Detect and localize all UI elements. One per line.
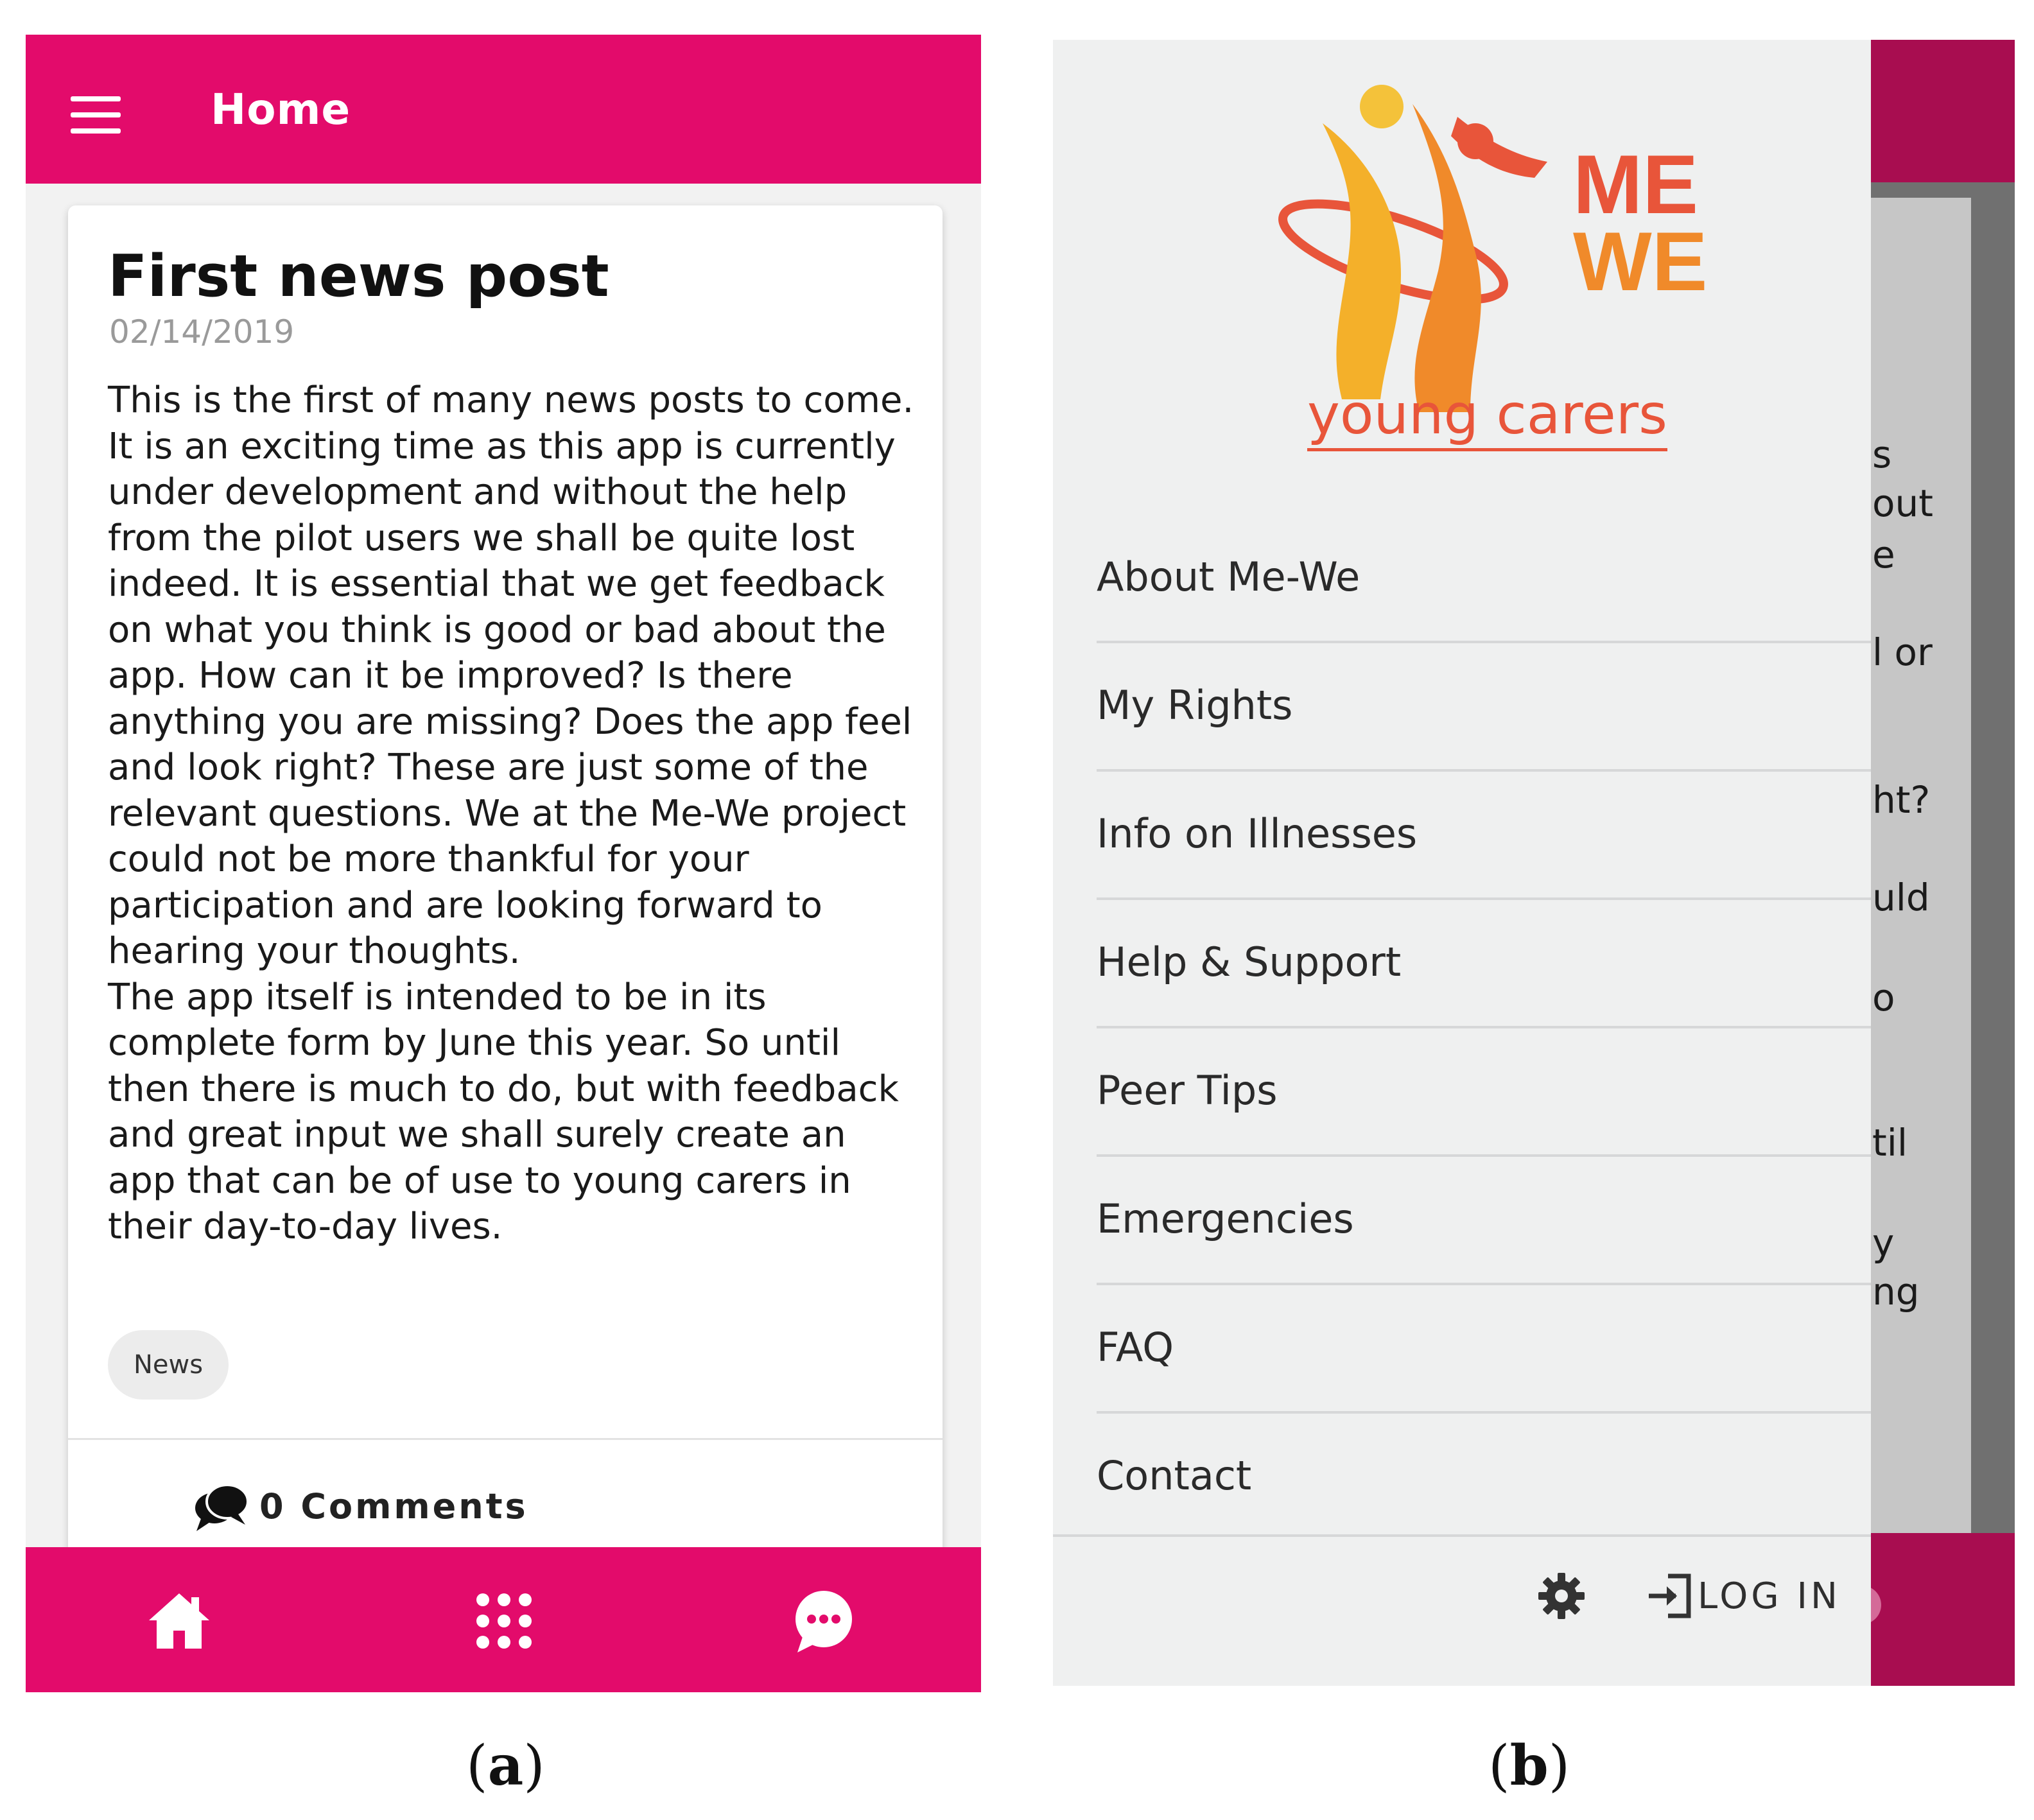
drawer-item-label: FAQ [1097,1324,1174,1371]
login-arrow-icon [1646,1572,1694,1620]
drawer-item-contact[interactable] [1097,1414,1871,1534]
background-text-fragment: til [1872,1121,1908,1165]
post-body-paragraph: This is the first of many news posts to come. It is an exciting time as this app is currently under development and without the help from the pilot users we shall be quite lost indeed. It is essential that we get feedback on what you think is good or bad about the app. How can it be improved? Is there anything you are missing? Does the app feel and look right? These are just some of the relevant questions. We at the Me-We project could not be more thankful for your participation and are looking forward to hearing your thoughts. [108,379,914,972]
background-text-fragment: ht? [1872,778,1931,822]
drawer-item-about[interactable] [1097,515,1871,643]
divider [1053,1534,1871,1537]
login-label: LOG IN [1698,1575,1841,1617]
caption-a: (a) [466,1733,545,1798]
bottom-navigation [26,1547,981,1692]
drawer-item-info-on-illnesses[interactable] [1097,772,1871,900]
navigation-drawer-screen [1053,40,2015,1686]
drawer-item-faq[interactable] [1097,1285,1871,1414]
background-text-fragment: y [1872,1221,1895,1265]
post-body [108,377,923,1250]
drawer-item-emergencies[interactable] [1097,1157,1871,1285]
post-date: 02/14/2019 [109,313,295,351]
caption-b: (b) [1488,1733,1570,1798]
app-bar [26,35,981,184]
divider [68,1438,943,1440]
page-title: Home [211,85,351,134]
background-text-fragment: out [1872,481,1933,525]
drawer-item-label: Help & Support [1097,939,1402,985]
background-text-fragment: uld [1872,876,1930,919]
drawer-item-label: Peer Tips [1097,1067,1278,1114]
logo-tagline: young carers [1307,383,1667,451]
tag-chip-news[interactable]: News [108,1330,229,1400]
background-text-fragment: ng [1872,1270,1920,1313]
comments-button[interactable] [190,1474,528,1538]
home-icon[interactable] [144,1586,214,1656]
drawer-item-label: My Rights [1097,682,1293,729]
drawer-item-label: Emergencies [1097,1195,1354,1242]
logo-text-me: ME [1573,137,1698,231]
drawer-item-label: Info on Illnesses [1097,810,1418,857]
home-screen [26,35,981,1692]
gear-icon[interactable] [1536,1570,1587,1622]
comments-count-label: 0 Comments [259,1486,528,1527]
login-button[interactable] [1646,1569,1841,1623]
post-body-paragraph: The app itself is intended to be in its complete form by June this year. So until then there is much to do, but with feedback and great input we shall surely create an app that can be of use to young carers in their day-to-day lives. [108,976,899,1247]
apps-grid-icon[interactable] [469,1586,539,1656]
speech-bubbles-icon [190,1477,252,1535]
logo-text-we: WE [1573,214,1708,308]
chat-icon[interactable] [788,1586,859,1656]
drawer-item-label: Contact [1097,1452,1252,1499]
background-text-fragment: l or [1872,630,1933,674]
drawer-item-my-rights[interactable] [1097,643,1871,772]
drawer-item-help-support[interactable] [1097,900,1871,1028]
background-text-fragment: o [1872,976,1895,1019]
background-text-fragment: s [1872,433,1892,476]
hamburger-menu-icon[interactable] [71,96,121,134]
drawer-item-peer-tips[interactable] [1097,1028,1871,1157]
news-post-card[interactable] [68,205,943,1566]
post-title: First news post [108,243,609,310]
navigation-drawer [1053,40,1871,1686]
drawer-item-label: About Me-We [1097,553,1360,600]
background-text-fragment: e [1872,533,1895,576]
